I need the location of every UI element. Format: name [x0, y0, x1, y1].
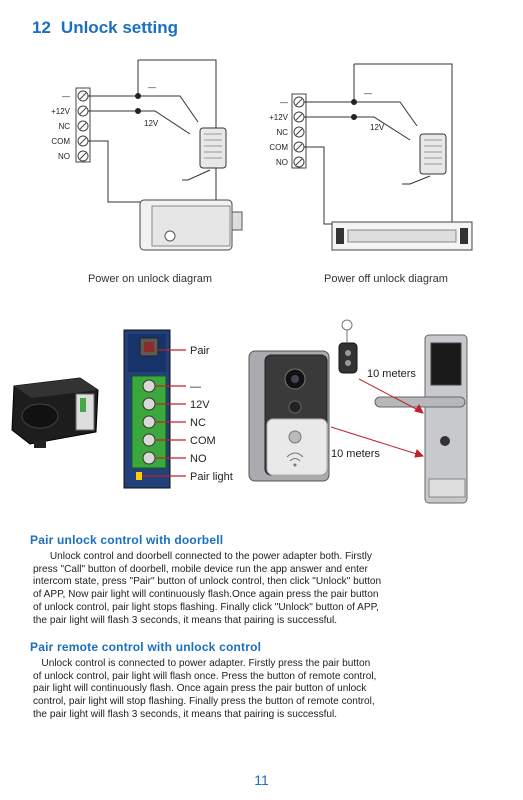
board-label-terminal: COM	[190, 435, 216, 447]
paragraph-line: Unlock control is connected to power adapter. Firstly press the pair button	[33, 658, 371, 669]
terminal-label: +12V	[51, 107, 70, 116]
paragraph-line: of unlock control, pair light will flash once. Press the button of remote control,	[33, 670, 377, 682]
board-label-pair-light: Pair light	[190, 471, 233, 483]
paragraph-line: the pair light will flash 3 seconds, it means that pairing is successful.	[33, 708, 338, 720]
electric-lock-icon	[140, 200, 242, 250]
magnetic-lock-icon	[332, 222, 472, 250]
paragraph-line: intercom state, press "Pair" button of unlock control, then click "Unlock" button	[33, 576, 382, 588]
paragraph-line: Unlock control and doorbell connected to the power adapter both. Firstly	[33, 551, 372, 562]
board-label-terminal: 12V	[190, 399, 210, 411]
terminal-label: +12V	[269, 113, 288, 122]
section-body-pair-doorbell	[33, 551, 503, 627]
power-adapter-icon	[200, 128, 226, 168]
power-adapter-icon	[420, 134, 446, 174]
section-heading-pair-doorbell: Pair unlock control with doorbell	[30, 533, 224, 547]
page-number: 11	[254, 772, 269, 788]
paragraph-line: press "Call" button of doorbell, mobile device run the app answer and enter	[33, 563, 368, 575]
unlock-controller-icon	[10, 372, 100, 452]
power-on-caption: Power on unlock diagram	[87, 273, 213, 285]
board-label-terminal: NC	[190, 417, 206, 429]
video-doorbell-icon	[249, 351, 329, 481]
doorbell-distance-label: 10 meters	[331, 448, 380, 460]
board-label-pair: Pair	[190, 345, 210, 357]
terminal-label: —	[62, 92, 70, 101]
terminal-label: NC	[276, 128, 288, 137]
paragraph-line: pair light will continuously flash. Once again press the pair button of unlock	[33, 683, 367, 695]
section-body-pair-remote	[33, 658, 503, 722]
power-on-wiring-diagram	[40, 52, 250, 267]
wire-label: 12V	[144, 119, 159, 128]
power-off-wiring-diagram	[262, 52, 482, 267]
paragraph-line: of APP, Now pair light will continuously flash.Once again press the pair button	[33, 589, 379, 601]
remote-control-icon	[339, 320, 357, 373]
paragraph-line: the pair light will flash 3 seconds, it means that pairing is successful.	[33, 614, 338, 626]
section-number: 12	[32, 18, 51, 37]
terminal-label: COM	[269, 143, 288, 152]
terminal-label: NO	[276, 158, 288, 167]
board-label-terminal: —	[190, 381, 201, 393]
pairing-illustration	[245, 315, 520, 510]
section-title: Unlock setting	[60, 18, 179, 37]
page-title	[32, 18, 178, 38]
remote-distance-label: 10 meters	[367, 368, 416, 380]
paragraph-line: of unlock control, pair light stops flashing. Finally click "Unlock" button of APP,	[33, 601, 379, 613]
section-heading-pair-remote: Pair remote control with unlock control	[30, 640, 262, 654]
door-lock-icon	[375, 335, 467, 503]
paragraph-line: control, pair light will stop flashing. Finally press the button of remote control,	[33, 696, 375, 708]
wire-label: —	[364, 89, 372, 98]
terminal-label: NC	[58, 122, 70, 131]
power-off-caption: Power off unlock diagram	[324, 273, 448, 285]
terminal-label: COM	[51, 137, 70, 146]
board-label-terminal: NO	[190, 453, 207, 465]
wire-label: —	[148, 83, 156, 92]
terminal-label: NO	[58, 152, 70, 161]
terminal-label: —	[280, 98, 288, 107]
wire-label: 12V	[370, 123, 385, 132]
unlock-control-board	[122, 328, 247, 490]
